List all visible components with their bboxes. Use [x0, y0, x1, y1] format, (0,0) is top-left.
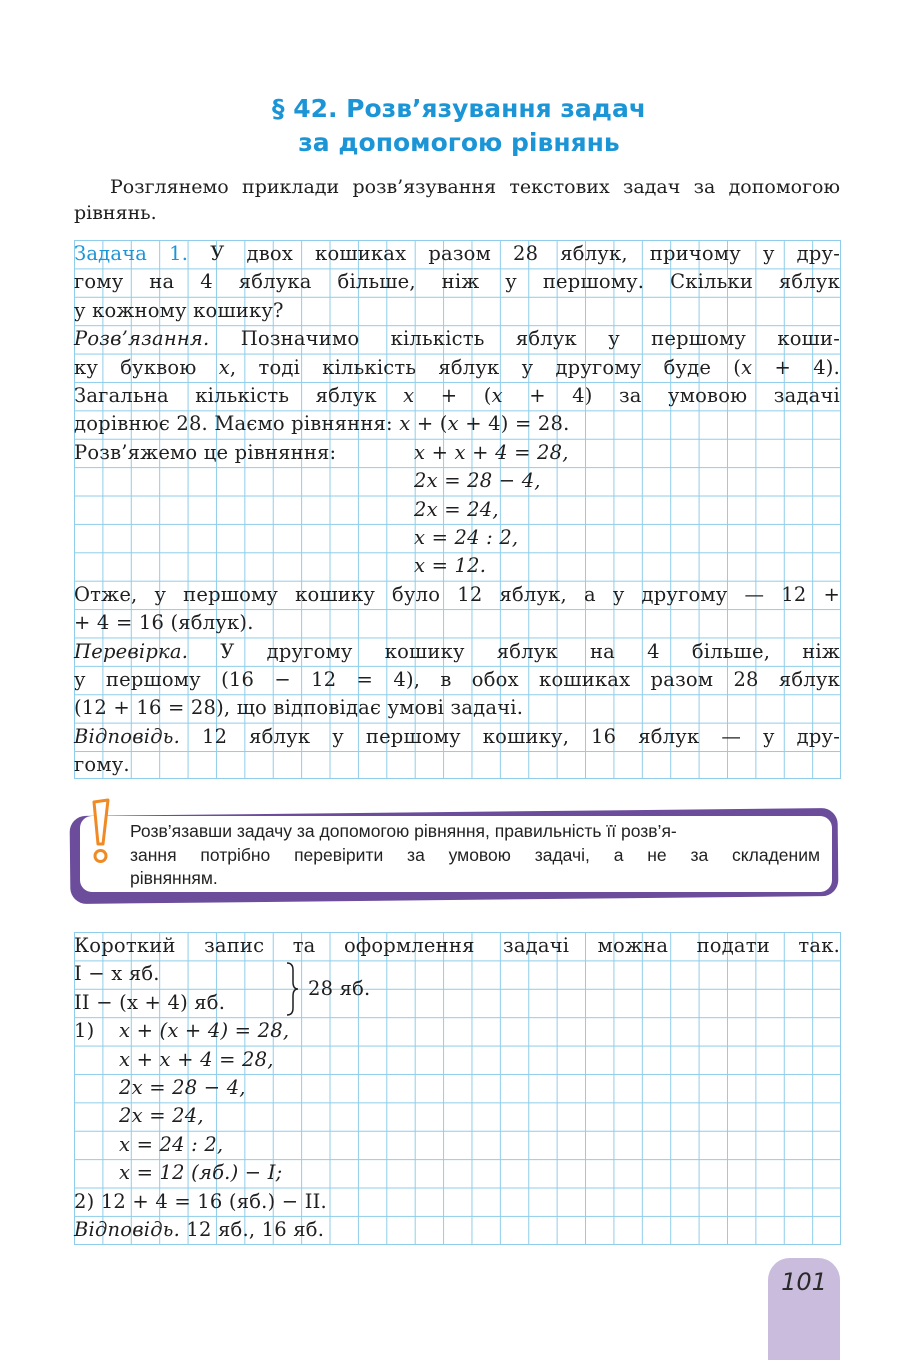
problem-grid	[74, 240, 841, 779]
conclusion-line: Отже, у першому кошику було 12 яблук, а у другому — 12 +	[74, 582, 840, 606]
equation-step: 2x = 24,	[414, 497, 499, 521]
record-answer-label: Відповідь.	[74, 1218, 180, 1241]
record-row: II − (x + 4) яб.	[74, 990, 226, 1014]
check-label: Перевірка.	[74, 639, 189, 663]
solution-line: ку буквою x, тоді кількість яблук у другому буде (x + 4).	[74, 355, 841, 379]
short-record-intro: Короткий запис та оформлення задачі можна подати так.	[74, 934, 840, 957]
solution-label: Розв’язання.	[74, 327, 210, 351]
exclamation-icon	[84, 798, 118, 868]
record-answer: Відповідь. 12 яб., 16 яб.	[74, 1218, 325, 1241]
step-number: 1)	[74, 1019, 95, 1043]
solution-line: Розв’яжемо це рівняння:	[74, 440, 337, 464]
record-step: 2) 12 + 4 = 16 (яб.) − II.	[74, 1189, 327, 1213]
page-number: 101	[781, 1268, 827, 1296]
record-step: 2x = 28 − 4,	[119, 1076, 246, 1099]
check-line: (12 + 16 = 28), що відповідає умові задачі.	[74, 696, 524, 720]
solution-line: Загальна кількість яблук x + (x + 4) за умовою задачі	[74, 384, 840, 407]
record-step: x + (x + 4) = 28,	[119, 1019, 290, 1043]
equation-step: 2x = 28 − 4,	[414, 469, 541, 493]
solution-line: дорівнює 28. Маємо рівняння: x + (x + 4) = 28.	[74, 412, 570, 436]
page-number-tab	[768, 1258, 840, 1360]
check-line: Перевірка. У другому кошику яблук на 4 більше, ніж	[74, 639, 840, 663]
record-row: I − x яб.	[74, 962, 160, 986]
problem-line: Задача 1. У двох кошиках разом 28 яблук, причому у дру-	[74, 242, 840, 265]
answer-line: гому.	[74, 753, 130, 777]
answer-label: Відповідь.	[74, 724, 180, 748]
intro-paragraph: Розглянемо приклади розв’язування текстових задач за допомогою рівнянь.	[74, 176, 840, 224]
problem-line: гому на 4 яблука більше, ніж у першому. Скільки яблук	[74, 270, 840, 294]
note-card	[80, 816, 832, 892]
problem-label: Задача 1.	[74, 242, 189, 265]
check-line: у першому (16 − 12 = 4), в обох кошиках разом 28 яблук	[74, 668, 840, 691]
equation-step: x = 24 : 2,	[414, 526, 519, 549]
equation-step: x + x + 4 = 28,	[414, 440, 569, 464]
record-step: x = 12 (яб.) − I;	[119, 1161, 283, 1185]
equation-step: x = 12.	[414, 554, 487, 578]
note-text: Розв’язавши задачу за допомогою рівняння, правильність її розв’я- зання потрібно перевірити за умовою задачі, а не за складеним рівнянням.	[130, 821, 820, 888]
section-title-line1: § 42. Розв’язування задач	[271, 94, 647, 123]
answer-line: Відповідь. 12 яблук у першому кошику, 16 яблук — у дру-	[74, 724, 840, 748]
section-title-line2: за допомогою рівнянь	[298, 128, 620, 157]
note-box	[70, 808, 842, 904]
record-step: x + x + 4 = 28,	[119, 1047, 274, 1071]
record-step: 2x = 24,	[119, 1104, 204, 1128]
section-title	[0, 92, 918, 160]
short-record-grid	[74, 932, 841, 1245]
brace-icon	[284, 962, 300, 1016]
problem-line: у кожному кошику?	[74, 298, 284, 322]
conclusion-line: + 4 = 16 (яблук).	[74, 611, 254, 635]
record-step: x = 24 : 2,	[119, 1132, 224, 1156]
record-total: 28 яб.	[308, 976, 371, 1000]
solution-line: Розв’язання. Позначимо кількість яблук у першому коши-	[74, 327, 840, 351]
